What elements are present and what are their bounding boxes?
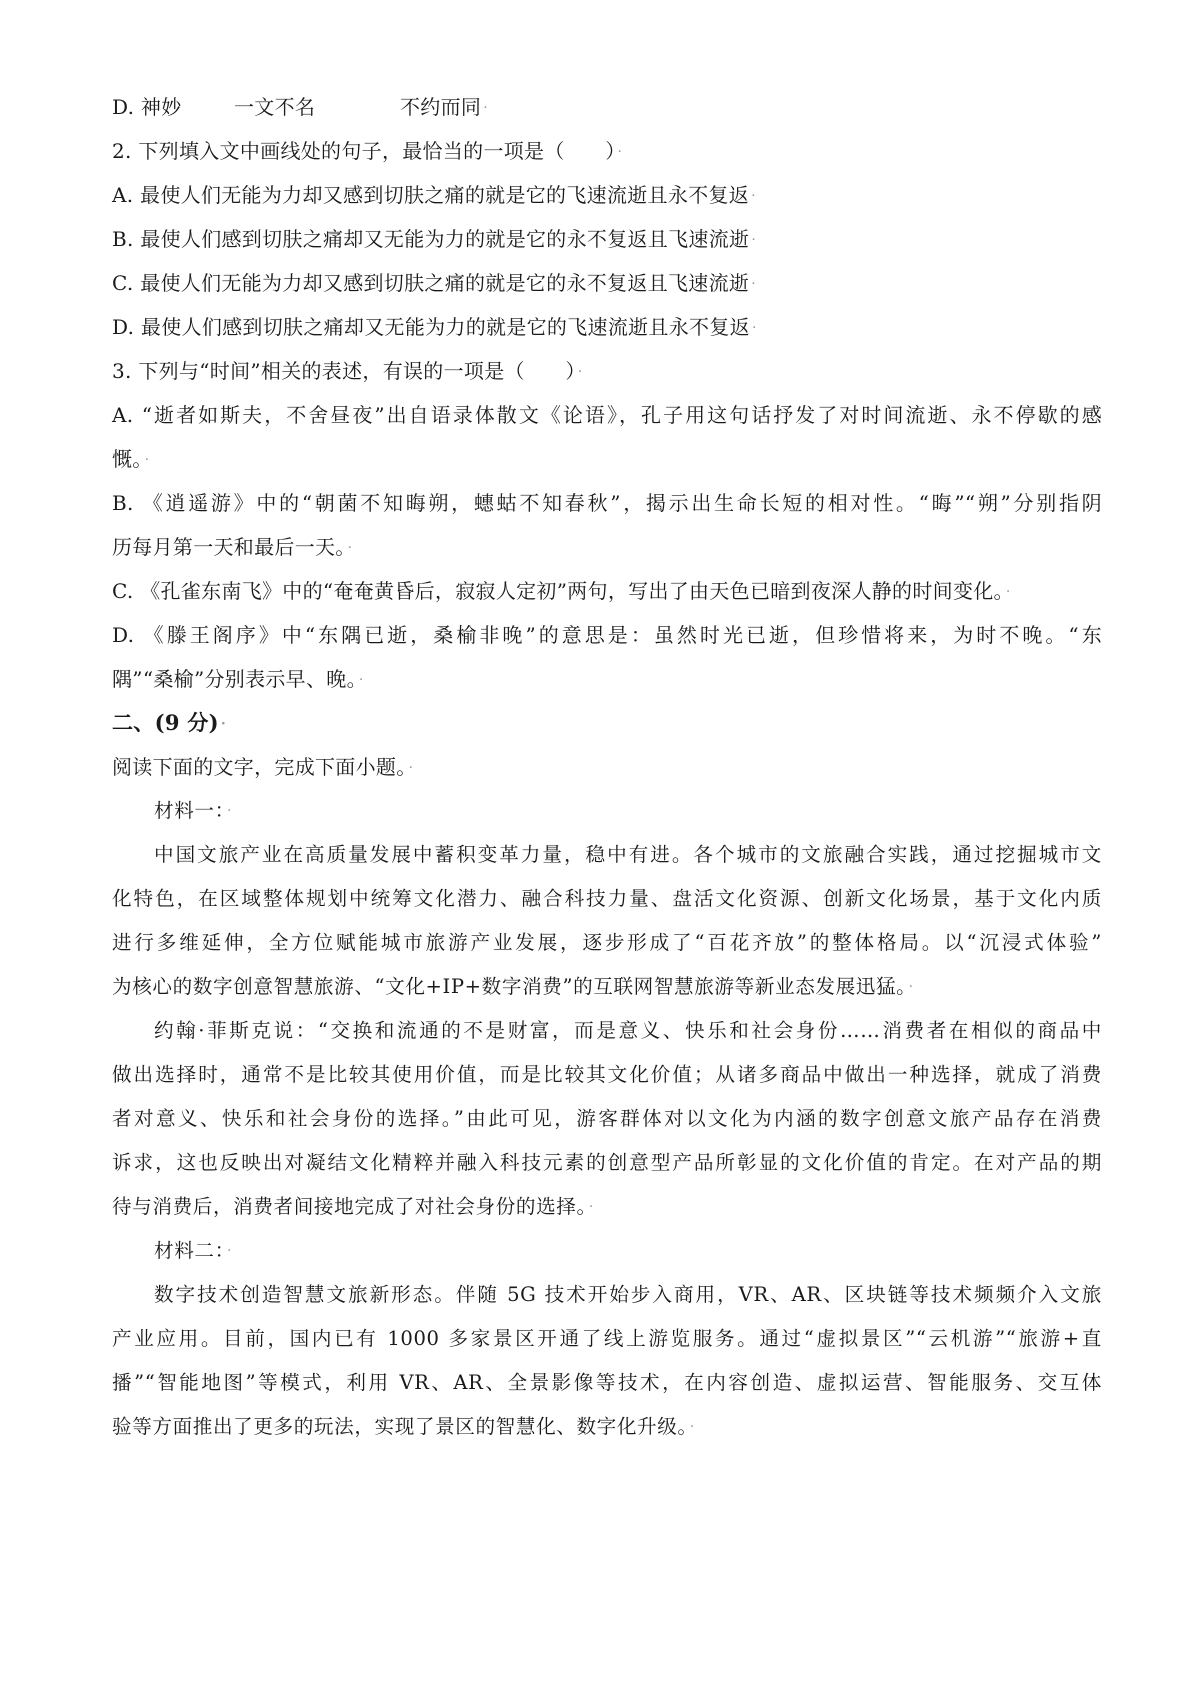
material2-p1-line: 播”“智能地图”等模式，利用 VR、AR、全景影像等技术，在内容创造、虚拟运营、智能服务、交互体	[112, 1371, 1102, 1394]
section-instruction: 阅读下面的文字，完成下面小题。 ·	[112, 755, 414, 779]
q3-option-d-line2: 隅”“桑榆”分别表示早、晚。 ·	[112, 667, 364, 691]
q1-option-d-label: D. 神妙	[112, 95, 182, 119]
q2-option-b: B. 最使人们感到切肤之痛却又无能为力的就是它的永不复返且飞速流逝 ·	[112, 227, 757, 251]
material1-p2-line: 者对意义、快乐和社会身份的选择。”由此可见，游客群体对以文化为内涵的数字创意文旅产品存在消费	[112, 1107, 1102, 1130]
q2-option-d: D. 最使人们感到切肤之痛却又无能为力的就是它的飞速流逝且永不复返 ·	[112, 315, 757, 339]
material1-p1-line: 化特色，在区域整体规划中统筹文化潜力、融合科技力量、盘活文化资源、创新文化场景，基于文化内质	[112, 887, 1102, 910]
material1-p1-line: 进行多维延伸，全方位赋能城市旅游产业发展，逐步形成了“百花齐放”的整体格局。以“沉浸式体验”	[112, 931, 1102, 954]
material1-p2-line: 诉求，这也反映出对凝结文化精粹并融入科技元素的创意型产品所彰显的文化价值的肯定。在对产品的期	[112, 1151, 1102, 1174]
q3-option-a-line2: 慨。 ·	[112, 447, 150, 471]
q1-option-d-word3: 不约而同	[400, 95, 482, 119]
q3-option-a-line1: A. “逝者如斯夫，不舍昼夜”出自语录体散文《论语》，孔子用这句话抒发了对时间流逝、永不停歇的感	[112, 403, 1102, 427]
q1-option-d: D. 神妙 一文不名 不约而同 ·	[112, 95, 488, 119]
material1-p1-line: 为核心的数字创意智慧旅游、“文化+IP+数字消费”的互联网智慧旅游等新业态发展迅猛。 ·	[112, 975, 914, 998]
q3-option-c: C. 《孔雀东南飞》中的“奄奄黄昏后，寂寂人定初”两句，写出了由天色已暗到夜深人静的时间变化。 ·	[112, 579, 1011, 603]
q2-option-a: A. 最使人们无能为力却又感到切肤之痛的就是它的飞速流逝且永不复返 ·	[112, 183, 756, 207]
material1-p1-line: 中国文旅产业在高质量发展中蓄积变革力量，稳中有进。各个城市的文旅融合实践，通过挖掘城市文	[154, 843, 1102, 866]
q1-option-d-word2: 一文不名	[234, 95, 316, 119]
q2-option-c: C. 最使人们无能为力却又感到切肤之痛的就是它的永不复返且飞速流逝 ·	[112, 271, 756, 295]
q2-stem: 2. 下列填入文中画线处的句子，最恰当的一项是（ ） ·	[112, 139, 623, 163]
material2-p1-line: 产业应用。目前，国内已有 1000 多家景区开通了线上游览服务。通过“虚拟景区”“云机游”“旅游+直	[112, 1327, 1102, 1350]
material1-p2-line: 做出选择时，通常不是比较其使用价值，而是比较其文化价值；从诸多商品中做出一种选择，就成了消费	[112, 1063, 1102, 1086]
section-heading: 二、(9 分) ·	[112, 710, 227, 735]
material1-p2-line: 待与消费后，消费者间接地完成了对社会身份的选择。 ·	[112, 1195, 594, 1218]
material2-p1-line: 验等方面推出了更多的玩法，实现了景区的智慧化、数字化升级。 ·	[112, 1415, 695, 1438]
material1-title: 材料一： ·	[154, 799, 233, 822]
material2-p1-line: 数字技术创造智慧文旅新形态。伴随 5G 技术开始步入商用，VR、AR、区块链等技术频频介入文旅	[154, 1283, 1102, 1306]
q3-stem: 3. 下列与“时间”相关的表述，有误的一项是（ ） ·	[112, 359, 583, 383]
material2-title: 材料二： ·	[154, 1239, 233, 1262]
q3-option-b-line1: B. 《逍遥游》中的“朝菌不知晦朔，蟪蛄不知春秋”，揭示出生命长短的相对性。“晦”“朔”分别指阴	[112, 491, 1102, 515]
q3-option-b-line2: 历每月第一天和最后一天。 ·	[112, 535, 353, 559]
q3-option-d-line1: D. 《滕王阁序》中“东隅已逝，桑榆非晚”的意思是：虽然时光已逝，但珍惜将来，为时不晚。“东	[112, 623, 1102, 647]
material1-p2-line: 约翰·菲斯克说：“交换和流通的不是财富，而是意义、快乐和社会身份……消费者在相似的商品中	[154, 1019, 1102, 1042]
